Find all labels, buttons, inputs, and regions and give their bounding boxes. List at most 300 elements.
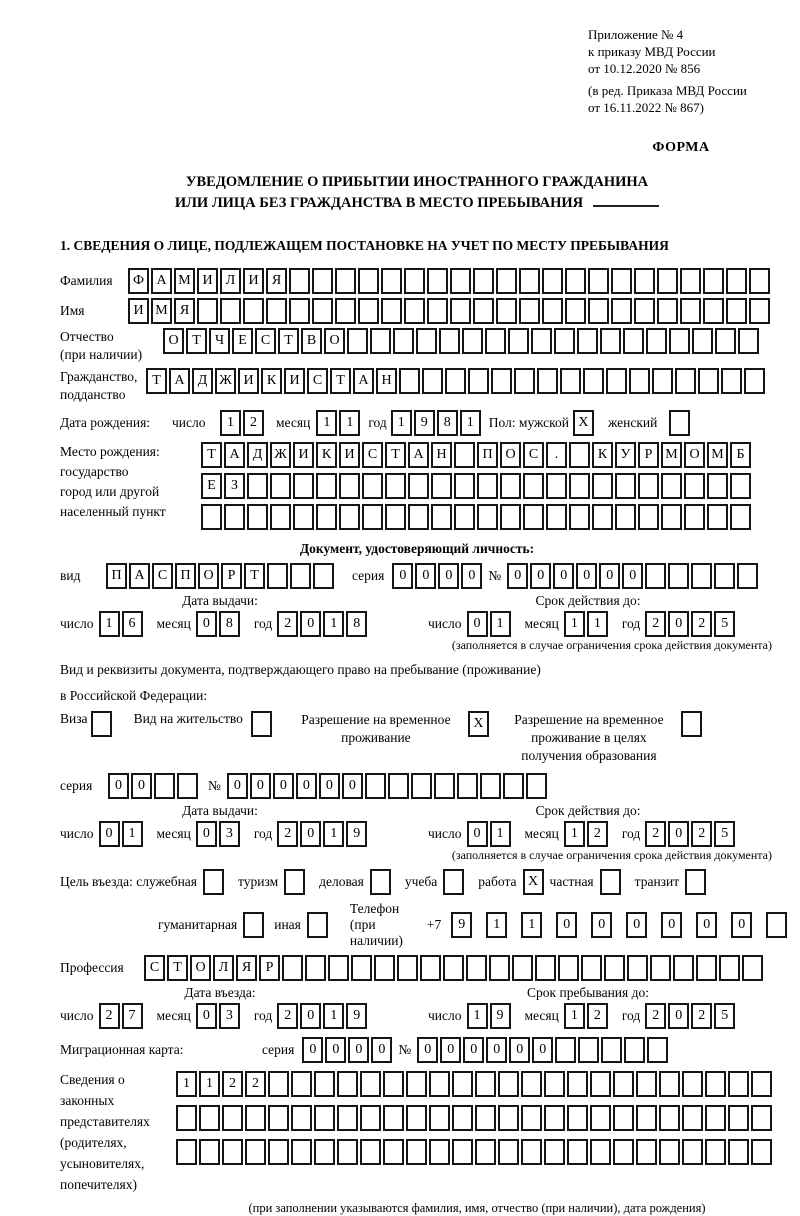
char-cell[interactable]: 0 bbox=[99, 821, 120, 847]
char-cell[interactable] bbox=[339, 504, 360, 530]
char-cell[interactable] bbox=[588, 298, 609, 324]
char-cell[interactable] bbox=[577, 328, 598, 354]
char-cell[interactable] bbox=[645, 563, 666, 589]
char-cell[interactable]: 0 bbox=[576, 563, 597, 589]
char-cell[interactable]: 1 bbox=[316, 410, 337, 436]
char-cell[interactable]: 2 bbox=[691, 611, 712, 637]
char-cell[interactable] bbox=[544, 1139, 565, 1165]
char-cell[interactable] bbox=[406, 1139, 427, 1165]
char-cell[interactable] bbox=[408, 504, 429, 530]
char-cell[interactable] bbox=[466, 955, 487, 981]
migcard-series-cells[interactable] bbox=[302, 1037, 394, 1063]
doc-number-cells[interactable] bbox=[507, 563, 760, 589]
char-cell[interactable] bbox=[454, 442, 475, 468]
char-cell[interactable] bbox=[705, 1105, 726, 1131]
permit-valid-year-cells[interactable] bbox=[645, 821, 737, 847]
char-cell[interactable]: 1 bbox=[220, 410, 241, 436]
purpose-tourism-checkbox[interactable] bbox=[284, 869, 305, 895]
stay-year-cells[interactable] bbox=[645, 1003, 737, 1029]
char-cell[interactable] bbox=[638, 473, 659, 499]
char-cell[interactable] bbox=[316, 504, 337, 530]
char-cell[interactable] bbox=[738, 328, 759, 354]
char-cell[interactable] bbox=[358, 268, 379, 294]
char-cell[interactable]: А bbox=[353, 368, 374, 394]
char-cell[interactable] bbox=[624, 1037, 645, 1063]
char-cell[interactable] bbox=[445, 368, 466, 394]
char-cell[interactable] bbox=[508, 328, 529, 354]
char-cell[interactable]: 8 bbox=[219, 611, 240, 637]
char-cell[interactable]: 0 bbox=[731, 912, 752, 938]
char-cell[interactable] bbox=[291, 1071, 312, 1097]
char-cell[interactable] bbox=[751, 1139, 772, 1165]
char-cell[interactable]: Я bbox=[174, 298, 195, 324]
patronymic-cells[interactable] bbox=[163, 328, 761, 354]
char-cell[interactable] bbox=[270, 473, 291, 499]
char-cell[interactable]: Н bbox=[431, 442, 452, 468]
char-cell[interactable]: 6 bbox=[122, 611, 143, 637]
char-cell[interactable] bbox=[312, 298, 333, 324]
char-cell[interactable] bbox=[558, 955, 579, 981]
char-cell[interactable]: 1 bbox=[490, 821, 511, 847]
char-cell[interactable]: 0 bbox=[325, 1037, 346, 1063]
birth-year-cells[interactable] bbox=[391, 410, 483, 436]
char-cell[interactable] bbox=[652, 368, 673, 394]
char-cell[interactable]: 0 bbox=[509, 1037, 530, 1063]
char-cell[interactable] bbox=[393, 328, 414, 354]
char-cell[interactable]: 0 bbox=[392, 563, 413, 589]
char-cell[interactable] bbox=[313, 563, 334, 589]
char-cell[interactable] bbox=[335, 268, 356, 294]
char-cell[interactable] bbox=[728, 1139, 749, 1165]
char-cell[interactable] bbox=[691, 563, 712, 589]
char-cell[interactable] bbox=[443, 955, 464, 981]
char-cell[interactable] bbox=[611, 268, 632, 294]
doc-type-cells[interactable] bbox=[106, 563, 336, 589]
char-cell[interactable]: Ф bbox=[128, 268, 149, 294]
char-cell[interactable]: И bbox=[243, 268, 264, 294]
char-cell[interactable] bbox=[737, 563, 758, 589]
char-cell[interactable] bbox=[705, 1139, 726, 1165]
char-cell[interactable] bbox=[514, 368, 535, 394]
char-cell[interactable] bbox=[434, 773, 455, 799]
char-cell[interactable]: 0 bbox=[273, 773, 294, 799]
char-cell[interactable]: 0 bbox=[371, 1037, 392, 1063]
char-cell[interactable] bbox=[730, 473, 751, 499]
char-cell[interactable] bbox=[523, 504, 544, 530]
doc-valid-year-cells[interactable] bbox=[645, 611, 737, 637]
char-cell[interactable]: 0 bbox=[626, 912, 647, 938]
char-cell[interactable] bbox=[176, 1139, 197, 1165]
char-cell[interactable]: С bbox=[144, 955, 165, 981]
char-cell[interactable] bbox=[473, 298, 494, 324]
char-cell[interactable] bbox=[611, 298, 632, 324]
entry-month-cells[interactable] bbox=[196, 1003, 242, 1029]
char-cell[interactable]: 0 bbox=[438, 563, 459, 589]
char-cell[interactable]: 2 bbox=[243, 410, 264, 436]
char-cell[interactable] bbox=[337, 1071, 358, 1097]
char-cell[interactable]: Т bbox=[201, 442, 222, 468]
char-cell[interactable] bbox=[531, 328, 552, 354]
char-cell[interactable]: . bbox=[546, 442, 567, 468]
char-cell[interactable]: 2 bbox=[645, 1003, 666, 1029]
char-cell[interactable] bbox=[646, 328, 667, 354]
char-cell[interactable] bbox=[696, 955, 717, 981]
char-cell[interactable] bbox=[365, 773, 386, 799]
char-cell[interactable] bbox=[177, 773, 198, 799]
char-cell[interactable]: 0 bbox=[668, 611, 689, 637]
doc-issue-year-cells[interactable] bbox=[277, 611, 369, 637]
char-cell[interactable]: 9 bbox=[451, 912, 472, 938]
char-cell[interactable]: К bbox=[592, 442, 613, 468]
birth-month-cells[interactable] bbox=[316, 410, 362, 436]
char-cell[interactable]: К bbox=[316, 442, 337, 468]
char-cell[interactable] bbox=[406, 1071, 427, 1097]
char-cell[interactable]: 0 bbox=[553, 563, 574, 589]
char-cell[interactable]: 9 bbox=[346, 1003, 367, 1029]
char-cell[interactable]: 2 bbox=[277, 1003, 298, 1029]
char-cell[interactable] bbox=[339, 473, 360, 499]
char-cell[interactable]: О bbox=[190, 955, 211, 981]
char-cell[interactable] bbox=[569, 473, 590, 499]
char-cell[interactable] bbox=[462, 328, 483, 354]
char-cell[interactable]: Т bbox=[186, 328, 207, 354]
char-cell[interactable]: О bbox=[500, 442, 521, 468]
char-cell[interactable] bbox=[388, 773, 409, 799]
doc-valid-day-cells[interactable] bbox=[467, 611, 513, 637]
purpose-work-checkbox[interactable]: X bbox=[523, 869, 544, 895]
char-cell[interactable] bbox=[270, 504, 291, 530]
char-cell[interactable] bbox=[337, 1139, 358, 1165]
char-cell[interactable] bbox=[588, 268, 609, 294]
char-cell[interactable]: А bbox=[224, 442, 245, 468]
char-cell[interactable] bbox=[669, 328, 690, 354]
char-cell[interactable]: 0 bbox=[668, 821, 689, 847]
char-cell[interactable] bbox=[519, 268, 540, 294]
surname-cells[interactable] bbox=[128, 268, 772, 294]
char-cell[interactable] bbox=[728, 1105, 749, 1131]
char-cell[interactable]: 0 bbox=[296, 773, 317, 799]
char-cell[interactable]: 8 bbox=[437, 410, 458, 436]
char-cell[interactable] bbox=[682, 1139, 703, 1165]
char-cell[interactable] bbox=[498, 1105, 519, 1131]
char-cell[interactable] bbox=[314, 1071, 335, 1097]
purpose-transit-checkbox[interactable] bbox=[685, 869, 706, 895]
char-cell[interactable] bbox=[420, 955, 441, 981]
char-cell[interactable] bbox=[668, 563, 689, 589]
purpose-study-checkbox[interactable] bbox=[443, 869, 464, 895]
char-cell[interactable]: И bbox=[197, 268, 218, 294]
char-cell[interactable] bbox=[496, 268, 517, 294]
char-cell[interactable] bbox=[347, 328, 368, 354]
char-cell[interactable] bbox=[692, 328, 713, 354]
char-cell[interactable] bbox=[266, 298, 287, 324]
char-cell[interactable]: П bbox=[175, 563, 196, 589]
temp-permit-edu-checkbox[interactable] bbox=[681, 711, 702, 737]
char-cell[interactable] bbox=[613, 1071, 634, 1097]
char-cell[interactable]: В bbox=[301, 328, 322, 354]
char-cell[interactable] bbox=[243, 298, 264, 324]
doc-issue-month-cells[interactable] bbox=[196, 611, 242, 637]
char-cell[interactable]: А bbox=[129, 563, 150, 589]
char-cell[interactable] bbox=[406, 1105, 427, 1131]
char-cell[interactable]: 2 bbox=[587, 1003, 608, 1029]
char-cell[interactable]: У bbox=[615, 442, 636, 468]
char-cell[interactable] bbox=[705, 1071, 726, 1097]
char-cell[interactable]: Т bbox=[385, 442, 406, 468]
representatives-cells-row1[interactable] bbox=[176, 1071, 774, 1097]
char-cell[interactable]: Л bbox=[220, 268, 241, 294]
char-cell[interactable] bbox=[496, 298, 517, 324]
residence-permit-checkbox[interactable] bbox=[251, 711, 272, 737]
char-cell[interactable] bbox=[477, 504, 498, 530]
char-cell[interactable] bbox=[569, 442, 590, 468]
char-cell[interactable]: 0 bbox=[342, 773, 363, 799]
permit-series-cells[interactable] bbox=[108, 773, 200, 799]
char-cell[interactable]: 9 bbox=[346, 821, 367, 847]
char-cell[interactable] bbox=[268, 1105, 289, 1131]
char-cell[interactable] bbox=[569, 504, 590, 530]
char-cell[interactable] bbox=[480, 773, 501, 799]
char-cell[interactable] bbox=[374, 955, 395, 981]
char-cell[interactable] bbox=[305, 955, 326, 981]
char-cell[interactable] bbox=[742, 955, 763, 981]
char-cell[interactable]: 2 bbox=[245, 1071, 266, 1097]
char-cell[interactable] bbox=[684, 473, 705, 499]
char-cell[interactable] bbox=[523, 473, 544, 499]
char-cell[interactable]: 0 bbox=[196, 821, 217, 847]
char-cell[interactable]: 5 bbox=[714, 1003, 735, 1029]
char-cell[interactable] bbox=[542, 268, 563, 294]
char-cell[interactable] bbox=[601, 1037, 622, 1063]
char-cell[interactable]: О bbox=[163, 328, 184, 354]
char-cell[interactable] bbox=[590, 1139, 611, 1165]
char-cell[interactable]: 2 bbox=[645, 821, 666, 847]
char-cell[interactable] bbox=[590, 1071, 611, 1097]
char-cell[interactable] bbox=[535, 955, 556, 981]
char-cell[interactable] bbox=[657, 298, 678, 324]
char-cell[interactable]: Т bbox=[244, 563, 265, 589]
permit-valid-day-cells[interactable] bbox=[467, 821, 513, 847]
char-cell[interactable]: 1 bbox=[564, 611, 585, 637]
entry-day-cells[interactable] bbox=[99, 1003, 145, 1029]
char-cell[interactable] bbox=[592, 473, 613, 499]
char-cell[interactable]: С bbox=[307, 368, 328, 394]
purpose-business-checkbox[interactable] bbox=[370, 869, 391, 895]
char-cell[interactable]: О bbox=[684, 442, 705, 468]
char-cell[interactable] bbox=[537, 368, 558, 394]
char-cell[interactable] bbox=[592, 504, 613, 530]
char-cell[interactable]: Т bbox=[278, 328, 299, 354]
char-cell[interactable]: Д bbox=[192, 368, 213, 394]
char-cell[interactable] bbox=[565, 268, 586, 294]
char-cell[interactable]: 0 bbox=[556, 912, 577, 938]
char-cell[interactable] bbox=[590, 1105, 611, 1131]
char-cell[interactable]: 7 bbox=[122, 1003, 143, 1029]
char-cell[interactable]: 1 bbox=[564, 1003, 585, 1029]
char-cell[interactable] bbox=[408, 473, 429, 499]
char-cell[interactable]: М bbox=[174, 268, 195, 294]
char-cell[interactable]: 9 bbox=[490, 1003, 511, 1029]
char-cell[interactable]: 2 bbox=[277, 611, 298, 637]
char-cell[interactable] bbox=[613, 1105, 634, 1131]
char-cell[interactable] bbox=[719, 955, 740, 981]
char-cell[interactable] bbox=[583, 368, 604, 394]
char-cell[interactable]: Я bbox=[236, 955, 257, 981]
char-cell[interactable]: 1 bbox=[490, 611, 511, 637]
stay-month-cells[interactable] bbox=[564, 1003, 610, 1029]
char-cell[interactable] bbox=[526, 773, 547, 799]
char-cell[interactable]: 0 bbox=[599, 563, 620, 589]
char-cell[interactable] bbox=[542, 298, 563, 324]
char-cell[interactable]: 8 bbox=[346, 611, 367, 637]
char-cell[interactable]: Ж bbox=[215, 368, 236, 394]
doc-valid-month-cells[interactable] bbox=[564, 611, 610, 637]
char-cell[interactable] bbox=[370, 328, 391, 354]
sex-male-checkbox[interactable]: X bbox=[573, 410, 594, 436]
char-cell[interactable] bbox=[521, 1071, 542, 1097]
char-cell[interactable] bbox=[452, 1139, 473, 1165]
char-cell[interactable] bbox=[567, 1139, 588, 1165]
char-cell[interactable]: 0 bbox=[300, 611, 321, 637]
profession-cells[interactable] bbox=[144, 955, 765, 981]
char-cell[interactable]: 0 bbox=[131, 773, 152, 799]
char-cell[interactable] bbox=[411, 773, 432, 799]
char-cell[interactable] bbox=[578, 1037, 599, 1063]
char-cell[interactable]: О bbox=[324, 328, 345, 354]
char-cell[interactable] bbox=[337, 1105, 358, 1131]
doc-issue-day-cells[interactable] bbox=[99, 611, 145, 637]
char-cell[interactable] bbox=[581, 955, 602, 981]
char-cell[interactable] bbox=[703, 268, 724, 294]
char-cell[interactable]: Л bbox=[213, 955, 234, 981]
char-cell[interactable] bbox=[351, 955, 372, 981]
char-cell[interactable] bbox=[485, 328, 506, 354]
char-cell[interactable]: С bbox=[255, 328, 276, 354]
char-cell[interactable]: И bbox=[339, 442, 360, 468]
char-cell[interactable] bbox=[267, 563, 288, 589]
char-cell[interactable] bbox=[657, 268, 678, 294]
char-cell[interactable] bbox=[427, 298, 448, 324]
char-cell[interactable]: П bbox=[477, 442, 498, 468]
birthplace-cells-row2[interactable] bbox=[201, 473, 753, 499]
char-cell[interactable] bbox=[512, 955, 533, 981]
char-cell[interactable] bbox=[197, 298, 218, 324]
char-cell[interactable] bbox=[615, 473, 636, 499]
char-cell[interactable]: Я bbox=[266, 268, 287, 294]
char-cell[interactable]: Р bbox=[638, 442, 659, 468]
char-cell[interactable] bbox=[749, 298, 770, 324]
char-cell[interactable] bbox=[397, 955, 418, 981]
char-cell[interactable] bbox=[675, 368, 696, 394]
char-cell[interactable] bbox=[726, 298, 747, 324]
char-cell[interactable] bbox=[291, 1139, 312, 1165]
char-cell[interactable]: 0 bbox=[467, 611, 488, 637]
char-cell[interactable] bbox=[659, 1139, 680, 1165]
char-cell[interactable] bbox=[450, 298, 471, 324]
char-cell[interactable] bbox=[399, 368, 420, 394]
char-cell[interactable] bbox=[312, 268, 333, 294]
char-cell[interactable] bbox=[360, 1139, 381, 1165]
char-cell[interactable]: 1 bbox=[176, 1071, 197, 1097]
char-cell[interactable]: Б bbox=[730, 442, 751, 468]
char-cell[interactable]: 0 bbox=[300, 1003, 321, 1029]
char-cell[interactable] bbox=[314, 1139, 335, 1165]
birth-day-cells[interactable] bbox=[220, 410, 266, 436]
char-cell[interactable]: А bbox=[169, 368, 190, 394]
char-cell[interactable] bbox=[498, 1071, 519, 1097]
char-cell[interactable] bbox=[431, 473, 452, 499]
char-cell[interactable]: 0 bbox=[486, 1037, 507, 1063]
char-cell[interactable]: 0 bbox=[108, 773, 129, 799]
char-cell[interactable] bbox=[468, 368, 489, 394]
char-cell[interactable]: 1 bbox=[122, 821, 143, 847]
char-cell[interactable]: 0 bbox=[417, 1037, 438, 1063]
char-cell[interactable]: Ч bbox=[209, 328, 230, 354]
char-cell[interactable] bbox=[606, 368, 627, 394]
char-cell[interactable] bbox=[521, 1105, 542, 1131]
char-cell[interactable]: 1 bbox=[587, 611, 608, 637]
char-cell[interactable]: 1 bbox=[99, 611, 120, 637]
char-cell[interactable]: А bbox=[408, 442, 429, 468]
char-cell[interactable]: М bbox=[151, 298, 172, 324]
char-cell[interactable]: Т bbox=[167, 955, 188, 981]
char-cell[interactable]: 0 bbox=[591, 912, 612, 938]
char-cell[interactable]: Е bbox=[201, 473, 222, 499]
char-cell[interactable] bbox=[661, 504, 682, 530]
char-cell[interactable] bbox=[682, 1105, 703, 1131]
char-cell[interactable]: И bbox=[284, 368, 305, 394]
char-cell[interactable] bbox=[623, 328, 644, 354]
char-cell[interactable]: Н bbox=[376, 368, 397, 394]
char-cell[interactable] bbox=[659, 1105, 680, 1131]
char-cell[interactable] bbox=[431, 504, 452, 530]
char-cell[interactable] bbox=[500, 504, 521, 530]
birthplace-cells-row1[interactable] bbox=[201, 442, 753, 468]
char-cell[interactable] bbox=[362, 504, 383, 530]
char-cell[interactable] bbox=[268, 1071, 289, 1097]
char-cell[interactable] bbox=[546, 504, 567, 530]
char-cell[interactable]: З bbox=[224, 473, 245, 499]
char-cell[interactable] bbox=[199, 1139, 220, 1165]
char-cell[interactable] bbox=[726, 268, 747, 294]
char-cell[interactable]: О bbox=[198, 563, 219, 589]
char-cell[interactable] bbox=[751, 1105, 772, 1131]
char-cell[interactable] bbox=[650, 955, 671, 981]
char-cell[interactable] bbox=[673, 955, 694, 981]
char-cell[interactable]: Т bbox=[146, 368, 167, 394]
char-cell[interactable]: Д bbox=[247, 442, 268, 468]
char-cell[interactable]: 2 bbox=[587, 821, 608, 847]
char-cell[interactable]: 1 bbox=[486, 912, 507, 938]
char-cell[interactable]: 1 bbox=[564, 821, 585, 847]
char-cell[interactable] bbox=[698, 368, 719, 394]
name-cells[interactable] bbox=[128, 298, 772, 324]
char-cell[interactable] bbox=[429, 1105, 450, 1131]
migcard-number-cells[interactable] bbox=[417, 1037, 670, 1063]
char-cell[interactable]: Р bbox=[259, 955, 280, 981]
char-cell[interactable]: 5 bbox=[714, 821, 735, 847]
char-cell[interactable] bbox=[383, 1105, 404, 1131]
char-cell[interactable] bbox=[636, 1105, 657, 1131]
char-cell[interactable] bbox=[715, 328, 736, 354]
char-cell[interactable] bbox=[477, 473, 498, 499]
char-cell[interactable]: Р bbox=[221, 563, 242, 589]
char-cell[interactable] bbox=[268, 1139, 289, 1165]
char-cell[interactable]: М bbox=[707, 442, 728, 468]
sex-female-checkbox[interactable] bbox=[669, 410, 690, 436]
temp-permit-checkbox[interactable]: X bbox=[468, 711, 489, 737]
char-cell[interactable] bbox=[613, 1139, 634, 1165]
